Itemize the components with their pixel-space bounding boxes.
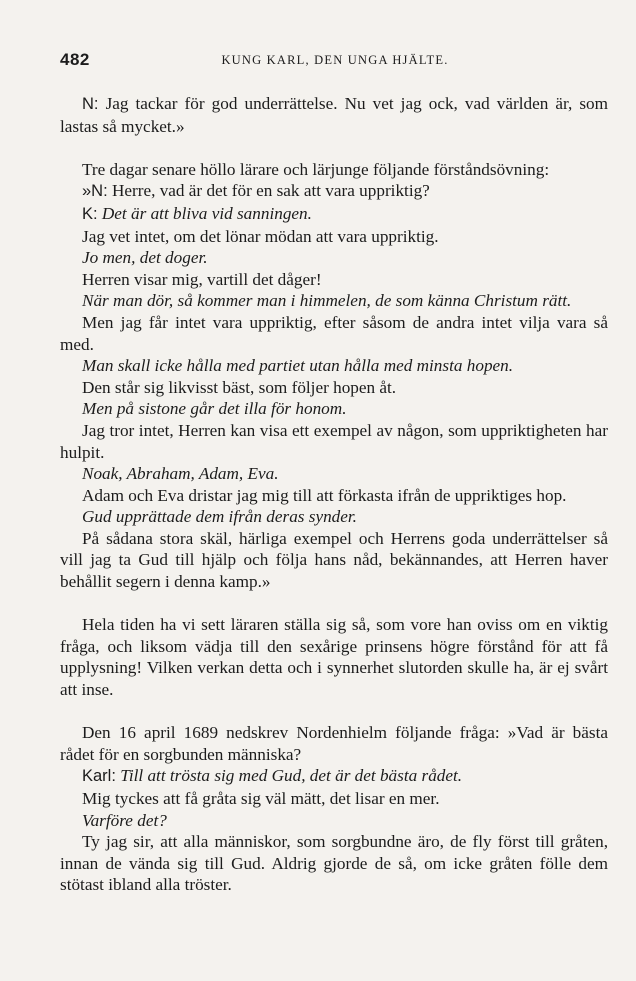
paragraph bbox=[60, 831, 608, 896]
speaker-label: N: bbox=[82, 95, 99, 113]
paragraph-text: Den 16 april 1689 nedskrev Nordenhielm följande fråga: »Vad är bästa rådet för en sorgbunden människa? bbox=[60, 723, 608, 764]
paragraph bbox=[60, 765, 608, 788]
paragraph-text: Jag vet intet, om det lönar mödan att vara uppriktig. bbox=[82, 226, 439, 246]
paragraph-text: Herre, vad är det för en sak att vara uppriktig? bbox=[111, 181, 430, 201]
paragraph bbox=[60, 312, 608, 355]
paragraph bbox=[60, 722, 608, 765]
paragraph bbox=[60, 377, 608, 399]
italic-text: När man dör, så kommer man i himmelen, de som känna Christum rätt. bbox=[82, 291, 572, 311]
paragraph-text: Ty jag sir, att alla människor, som sorgbundne äro, de fly först till gråten, innan de vända sig till Gud. Aldrig gjorde de så, om icke gråten fölle dem stötast ibland alla tröster. bbox=[60, 832, 608, 895]
paragraph-text: På sådana stora skäl, härliga exempel och Herrens goda underrättelser så vill jag ta Gud till hjälp och följa hans nåd, bekännandes, att Herren haver behållit segern i denna kamp.» bbox=[60, 528, 608, 592]
paragraph bbox=[60, 528, 608, 593]
paragraph bbox=[60, 355, 608, 377]
italic-text: Noak, Abraham, Adam, Eva. bbox=[82, 464, 279, 484]
paragraph-text: Adam och Eva dristar jag mig till att förkasta ifrån de uppriktiges hop. bbox=[82, 485, 567, 505]
italic-text: Det är att bliva vid sanningen. bbox=[101, 203, 312, 223]
paragraph bbox=[60, 810, 608, 832]
body-text bbox=[60, 93, 608, 896]
paragraph-text: Hela tiden ha vi sett läraren ställa sig så, som vore han oviss om en viktig fråga, och liksom vädja till den sexårige prinsens högre förstånd för att få upplysning! Vilken verkan detta och i synnerhet slutorden skulle ha, är ej svårt att inse. bbox=[60, 615, 608, 700]
paragraph bbox=[60, 485, 608, 507]
italic-text: Gud upprättade dem ifrån deras synder. bbox=[82, 507, 357, 527]
paragraph-text: Herren visar mig, vartill det dåger! bbox=[82, 269, 322, 289]
page-header bbox=[60, 50, 610, 72]
paragraph bbox=[60, 93, 608, 137]
paragraph bbox=[60, 247, 608, 269]
speaker-label: »N: bbox=[82, 182, 108, 201]
paragraph bbox=[60, 614, 608, 700]
italic-text: Varföre det? bbox=[82, 810, 167, 830]
paragraph bbox=[60, 420, 608, 463]
paragraph-text: Tre dagar senare höllo lärare och lärjunge följande förståndsövning: bbox=[82, 159, 550, 179]
paragraph bbox=[60, 159, 608, 181]
paragraph bbox=[60, 226, 608, 248]
italic-text: Man skall icke hålla med partiet utan hålla med minsta hopen. bbox=[82, 356, 514, 376]
paragraph bbox=[60, 398, 608, 420]
paragraph-text: Men jag får intet vara uppriktig, efter såsom de andra intet vilja vara så med. bbox=[60, 312, 608, 354]
speaker-label: K: bbox=[82, 204, 98, 223]
paragraph-text: Den står sig likvisst bäst, som följer hopen åt. bbox=[82, 377, 397, 397]
italic-text: Jo men, det doger. bbox=[82, 248, 208, 268]
page-number: 482 bbox=[60, 50, 90, 69]
paragraph bbox=[60, 463, 608, 485]
paragraph bbox=[60, 203, 608, 226]
paragraph bbox=[60, 506, 608, 528]
speaker-label: Karl: bbox=[82, 767, 116, 786]
running-title: KUNG KARL, DEN UNGA HJÄLTE. bbox=[221, 53, 449, 67]
paragraph-text: Jag tackar för god underrättelse. Nu vet jag ock, vad världen är, som lastas så mycket.» bbox=[60, 94, 608, 136]
paragraph bbox=[60, 269, 608, 291]
paragraph-text: Mig tyckes att få gråta sig väl mätt, det lisar en mer. bbox=[82, 789, 440, 808]
paragraph bbox=[60, 788, 608, 810]
paragraph bbox=[60, 290, 608, 312]
paragraph-text: Jag tror intet, Herren kan visa ett exempel av någon, som uppriktigheten har hulpit. bbox=[60, 420, 608, 462]
italic-text: Till att trösta sig med Gud, det är det bästa rådet. bbox=[120, 766, 463, 786]
italic-text: Men på sistone går det illa för honom. bbox=[82, 399, 347, 419]
paragraph bbox=[60, 180, 608, 203]
